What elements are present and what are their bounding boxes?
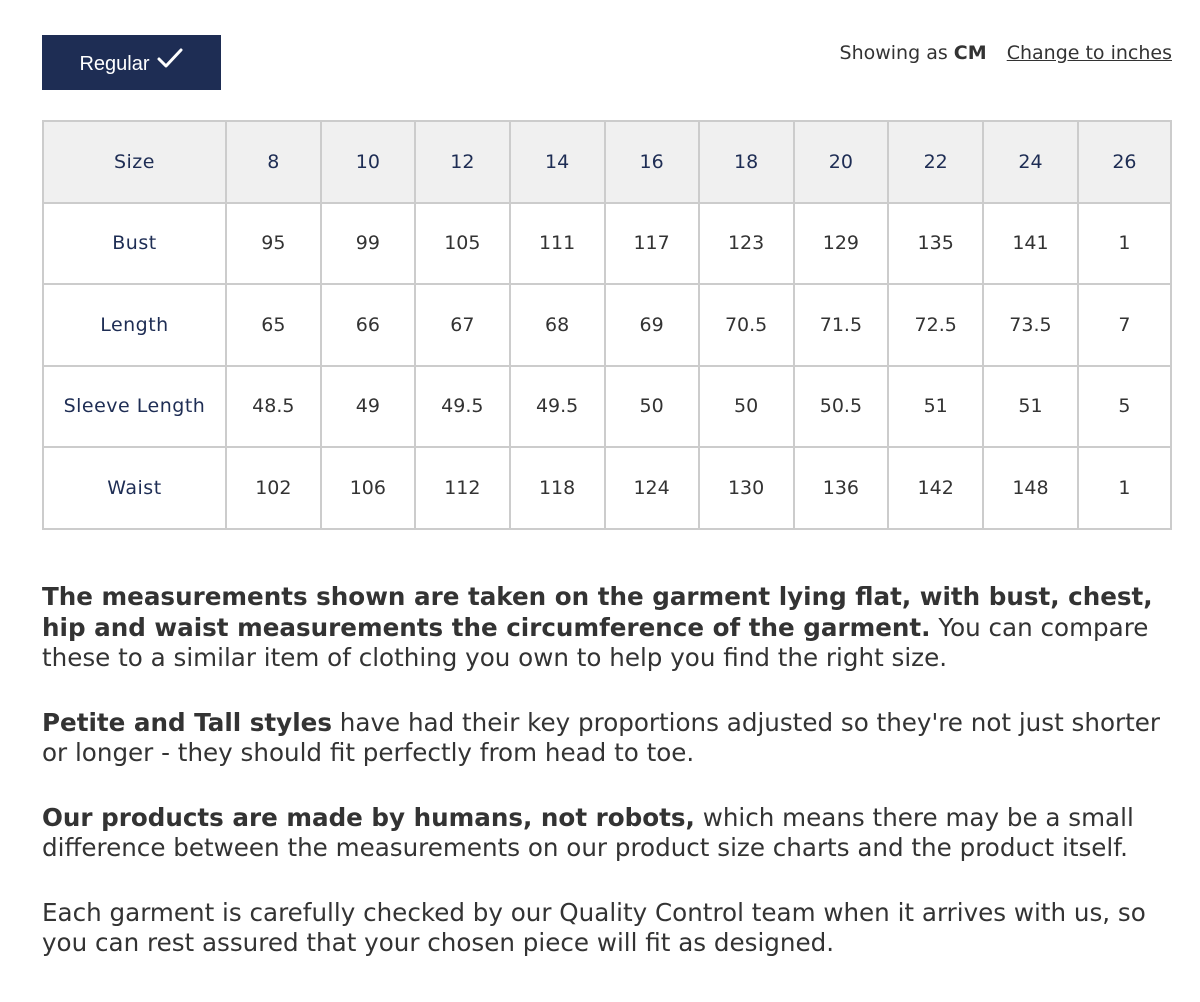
measurement-cell: 1 [1078,447,1171,529]
measurement-cell: 142 [888,447,983,529]
measurement-cell: 106 [321,447,415,529]
measurement-cell: 71.5 [794,284,889,366]
measurement-cell: 49 [321,366,415,448]
info-p3-bold: Our products are made by humans, not robots, [42,802,695,832]
table-row [43,366,1171,448]
info-p2-bold: Petite and Tall styles [42,707,332,737]
size-cell: 16 [605,121,699,203]
regular-fit-button[interactable] [42,35,221,90]
measurement-cell: 112 [415,447,510,529]
row-label: Bust [43,203,226,285]
change-to-inches-link[interactable]: Change to inches [1006,42,1172,64]
info-p1-bold: The measurements shown are taken on the garment lying flat, with bust, chest, hip and waist measurements the circumference of the garment. [42,582,1153,642]
measurement-cell: 124 [605,447,699,529]
check-icon [156,57,184,69]
size-cell: 24 [983,121,1078,203]
info-paragraph-petite-tall [42,708,1182,769]
row-label: Sleeve Length [43,366,226,448]
measurement-cell: 50 [605,366,699,448]
current-unit: CM [953,42,987,64]
measurement-cell: 130 [699,447,794,529]
measurement-cell: 141 [983,203,1078,285]
measurement-cell: 135 [888,203,983,285]
size-cell: 20 [794,121,889,203]
measurement-cell: 118 [510,447,605,529]
measurement-cell: 48.5 [226,366,321,448]
measurement-cell: 105 [415,203,510,285]
size-chart-table [42,120,1172,537]
measurement-cell: 129 [794,203,889,285]
row-label: Size [43,121,226,203]
measurement-cell: 95 [226,203,321,285]
measurement-cell: 51 [888,366,983,448]
info-paragraph-humans [42,803,1182,864]
measurement-cell: 68 [510,284,605,366]
info-p2-text: have had their key proportions adjusted so they're not just shorter or longer - they should fit perfectly from head to toe. [42,707,1160,767]
size-guide-info [42,582,1182,993]
info-paragraph-measurements [42,582,1182,674]
measurement-cell: 148 [983,447,1078,529]
size-cell: 10 [321,121,415,203]
info-p3-text: which means there may be a small difference between the measurements on our product size charts and the product itself. [42,802,1134,862]
size-cell: 18 [699,121,794,203]
measurement-cell: 50.5 [794,366,889,448]
regular-fit-label: Regular [79,53,150,75]
size-cell: 12 [415,121,510,203]
measurement-cell: 7 [1078,284,1171,366]
row-label: Waist [43,447,226,529]
row-label: Length [43,284,226,366]
measurement-cell: 65 [226,284,321,366]
measurement-cell: 111 [510,203,605,285]
measurement-cell: 67 [415,284,510,366]
measurement-cell: 66 [321,284,415,366]
size-cell: 14 [510,121,605,203]
measurement-cell: 73.5 [983,284,1078,366]
measurement-cell: 69 [605,284,699,366]
measurement-cell: 123 [699,203,794,285]
info-p4-text: Each garment is carefully checked by our Quality Control team when it arrives with us, so you can rest assured that your chosen piece will fit as designed. [42,897,1146,957]
measurement-cell: 49.5 [415,366,510,448]
table-row [43,284,1171,366]
measurement-cell: 1 [1078,203,1171,285]
info-paragraph-quality [42,898,1182,959]
measurement-cell: 117 [605,203,699,285]
info-p1-text: You can compare these to a similar item of clothing you own to help you find the right size. [42,612,1149,672]
table-row [43,203,1171,285]
measurement-cell: 72.5 [888,284,983,366]
unit-indicator [840,42,1172,64]
units-prefix: Showing as [839,42,948,64]
measurement-cell: 99 [321,203,415,285]
size-cell: 8 [226,121,321,203]
measurement-cell: 50 [699,366,794,448]
measurement-cell: 51 [983,366,1078,448]
measurement-cell: 5 [1078,366,1171,448]
measurement-cell: 49.5 [510,366,605,448]
size-cell: 26 [1078,121,1171,203]
measurement-cell: 136 [794,447,889,529]
measurement-cell: 70.5 [699,284,794,366]
table-row [43,121,1171,203]
measurement-cell: 102 [226,447,321,529]
table-row [43,447,1171,529]
size-cell: 22 [888,121,983,203]
